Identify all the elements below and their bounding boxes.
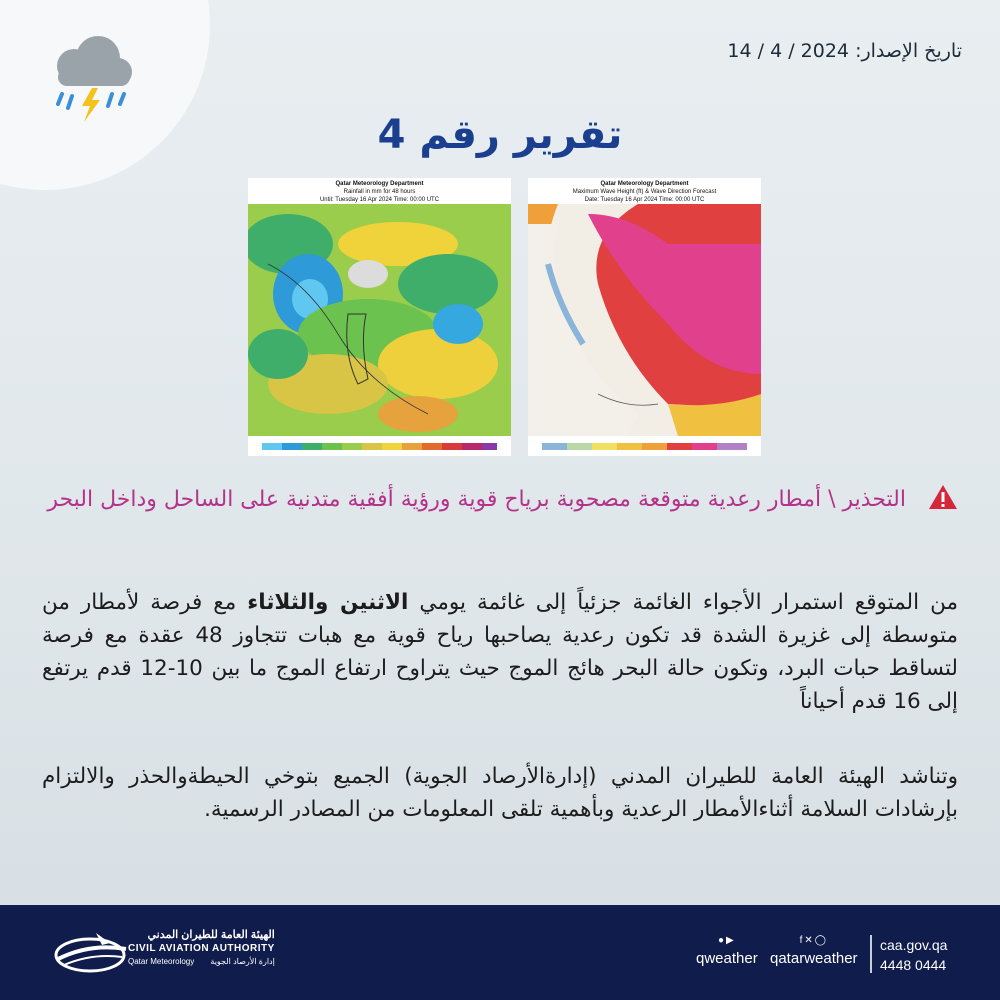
footer-divider: [870, 935, 872, 973]
apple-play-store-icons: ●▶: [717, 935, 736, 946]
forecast-days: الاثنين والثلاثاء: [247, 590, 409, 615]
footer: [0, 905, 1000, 1000]
footer-contact: [880, 935, 947, 975]
org-name-english: CIVIL AVIATION AUTHORITY: [128, 943, 275, 954]
social-qatarweather[interactable]: [770, 935, 858, 967]
wave-height-map: [528, 178, 761, 456]
rainfall-colorbar: [262, 443, 497, 450]
thunderstorm-rain-icon: [40, 30, 140, 125]
wave-map-subtitle: Maximum Wave Height (ft) & Wave Direction Forecast: [572, 189, 717, 195]
warning-triangle-icon: [928, 484, 958, 510]
warning-text: التحذير \ أمطار رعدية متوقعة مصحوبة برياح قوية ورؤية أفقية متدنية على الساحل وداخل البحر: [47, 487, 906, 512]
forecast-text-start: من المتوقع استمرار الأجواء الغائمة جزئياً إلى غائمة يومي: [408, 590, 958, 615]
phone-number[interactable]: 4448 0444: [880, 957, 947, 973]
wave-map-validity: Date: Tuesday 16 Apr 2024 Time: 00:00 UTC: [584, 197, 705, 203]
social-qweather[interactable]: [696, 935, 758, 967]
issue-date: تاريخ الإصدار: 2024 / 4 / 14: [727, 40, 962, 62]
rainfall-map: [248, 178, 511, 456]
wave-map-dept: Qatar Meteorology Department: [600, 181, 689, 187]
rainfall-map-header: [248, 178, 511, 204]
rainfall-map-dept: Qatar Meteorology Department: [335, 181, 424, 187]
website-link[interactable]: caa.gov.qa: [880, 937, 948, 953]
wave-colorbar: [542, 443, 747, 450]
footer-organization: [128, 929, 275, 968]
rainfall-field: [248, 204, 511, 436]
advisory-paragraph: وتناشد الهيئة العامة للطيران المدني (إدارةالأرصاد الجوية) الجميع بتوخي الحيطةوالحذر والالتزام بإرشادات السلامة أثناءالأمطار الرعدية وبأهمية تلقى المعلومات من المصادر الرسمية.: [42, 764, 958, 822]
facebook-x-instagram-icons: f✕◯: [799, 935, 828, 946]
wave-map-header: [528, 178, 761, 204]
wave-field: [528, 204, 761, 436]
org-department: [128, 955, 275, 968]
forecast-text-end: مع فرصة لأمطار من متوسطة إلى غزيرة الشدة قد تكون رعدية يصاحبها رياح قوية مع هبات تتجاوز 48 عقدة مع فرصة لتساقط حبات البرد، وتكون حالة البحر هائج الموج حيث يتراوح ارتفاع الموج ما بين 10-12 قدم يرتفع إلى 16 قدم أحياناً: [42, 590, 959, 714]
forecast-paragraph: [42, 586, 958, 718]
dept-name-english: Qatar Meteorology: [128, 957, 195, 966]
rainfall-map-validity: Until: Tuesday 16 Apr 2024 Time: 00:00 UTC: [319, 197, 440, 203]
dept-name-arabic: إدارة الأرصاد الجوية: [210, 957, 275, 966]
warning-message: [42, 482, 958, 518]
rainfall-map-subtitle: Rainfall in mm for 48 hours: [343, 189, 416, 195]
social-qweather-handle: qweather: [696, 950, 758, 967]
org-name-arabic: الهيئة العامة للطيران المدني: [147, 929, 275, 941]
caa-logo-icon: [50, 923, 130, 983]
report-title: تقرير رقم 4: [377, 112, 623, 158]
social-qatarweather-handle: qatarweather: [770, 950, 858, 967]
